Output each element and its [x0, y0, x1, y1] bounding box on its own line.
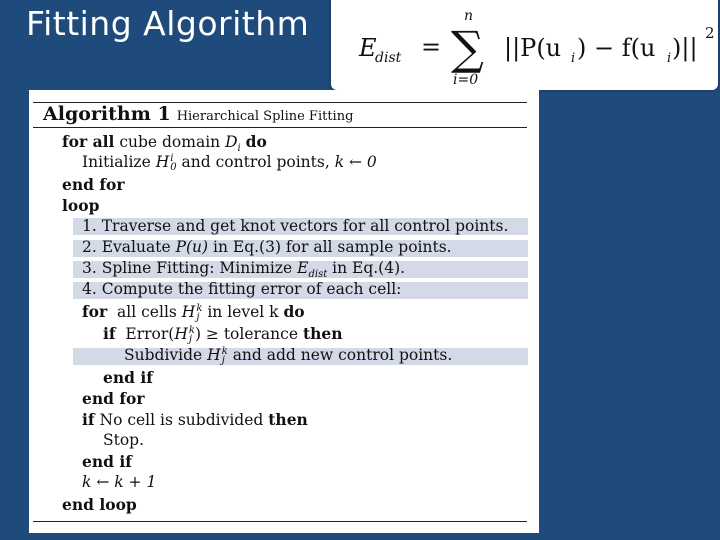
formula-body-mid: ) − f(u — [577, 34, 656, 62]
algo-line-10: if Error(Hk j ) ≥ tolerance then — [103, 324, 343, 345]
algo-line-1: for all cube domain $D_i$ do — [62, 132, 267, 155]
algo-line-3: end for — [62, 175, 125, 194]
algo-line-11: Subdivide Hk j and add new control points. — [124, 346, 453, 366]
formula-box — [331, 0, 718, 90]
algorithm-caption: Hierarchical Spline Fitting — [176, 109, 354, 124]
formula-power: 2 — [705, 24, 715, 42]
formula-body-sub: i — [571, 51, 576, 66]
formula-body-end: )|| — [672, 34, 698, 62]
header-rule — [33, 127, 527, 128]
formula-sum-lower: i=0 — [453, 72, 479, 88]
algorithm-panel — [29, 90, 539, 533]
bottom-rule — [33, 521, 527, 522]
algo-line-8: 4. Compute the fitting error of each cell: — [82, 280, 402, 298]
formula-equation — [331, 0, 718, 90]
formula-eq: = — [421, 33, 442, 61]
formula-body-sub2: i — [667, 51, 672, 66]
algo-line-18: end loop — [62, 495, 137, 514]
algo-line-4: loop — [62, 196, 100, 215]
algo-line-6: 2. Evaluate P(u) in Eq.(3) for all sample points. — [82, 238, 452, 256]
algorithm-label: Algorithm 1 — [43, 103, 171, 125]
algo-line-7: 3. Spline Fitting: Minimize $E_{dist}$ in Eq.(4). — [82, 259, 406, 281]
slide-title: Fitting Algorithm — [26, 4, 310, 43]
algo-line-5: 1. Traverse and get knot vectors for all control points. — [82, 217, 509, 235]
algo-line-16: end if — [82, 452, 132, 471]
formula-lhs-sub: dist — [375, 50, 402, 66]
algo-line-17: k ← k + 1 — [82, 473, 157, 491]
formula-body: ||P(u — [504, 34, 562, 62]
formula-sum-upper: n — [464, 8, 474, 24]
formula-sigma: ∑ — [451, 21, 484, 75]
algo-line-9: for all cells Hk j in level k do — [82, 302, 305, 323]
algorithm-header — [43, 103, 353, 125]
algo-line-15: Stop. — [103, 431, 145, 449]
algo-line-14: if No cell is subdivided then — [82, 410, 308, 429]
algo-line-13: end for — [82, 389, 145, 408]
algo-line-12: end if — [103, 368, 153, 387]
formula-lhs: E — [359, 34, 377, 62]
algo-line-2: Initialize Hi 0 and control points, k ← 0 — [82, 153, 377, 173]
